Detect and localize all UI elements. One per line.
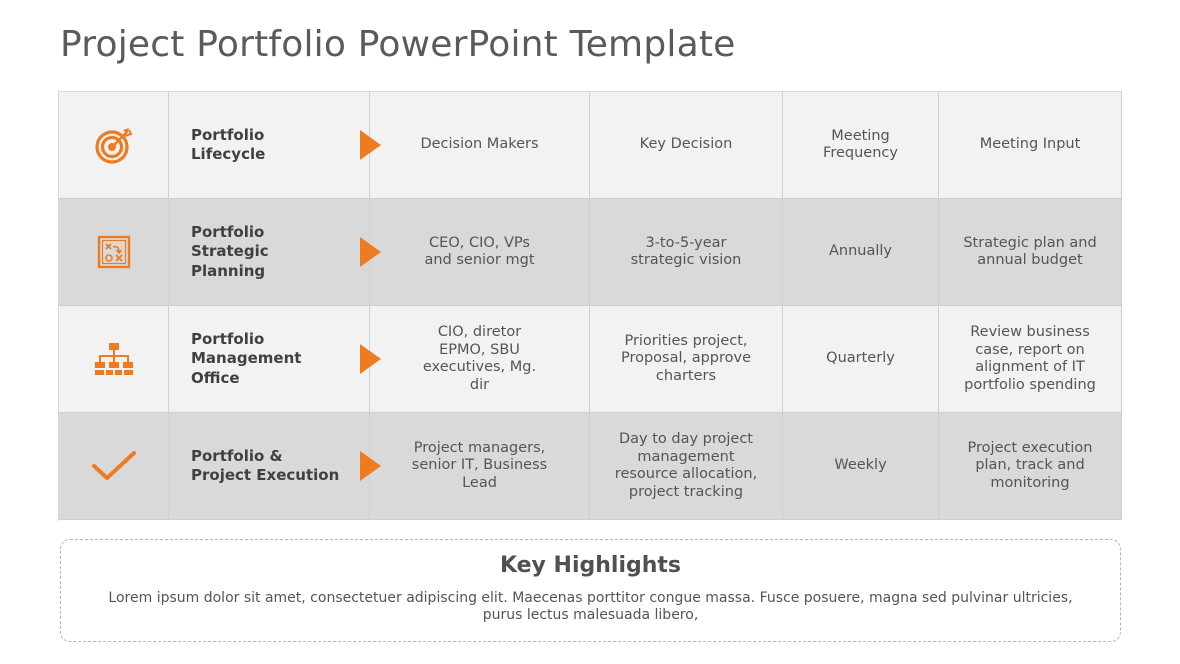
- strategy-plan-icon: [59, 199, 169, 306]
- row-label: Portfolio Lifecycle: [169, 92, 370, 199]
- arrow-right-icon: [360, 237, 381, 267]
- meeting-frequency-cell: Annually: [783, 199, 939, 306]
- key-decision-cell: Priorities project, Proposal, approve charters: [590, 306, 783, 413]
- arrow-right-icon: [360, 130, 381, 160]
- checkmark-icon: [59, 413, 169, 520]
- meeting-input-cell: Review business case, report on alignment of IT portfolio spending: [939, 306, 1122, 413]
- org-chart-icon: [59, 306, 169, 413]
- table-row: [59, 92, 1122, 199]
- table-row: [59, 199, 1122, 306]
- meeting-frequency-cell: Meeting Frequency: [783, 92, 939, 199]
- decision-makers-cell: Decision Makers: [370, 92, 590, 199]
- row-label: Portfolio & Project Execution: [169, 413, 370, 520]
- target-icon: [59, 92, 169, 199]
- key-highlights-box: [60, 539, 1121, 642]
- arrow-right-icon: [360, 344, 381, 374]
- decision-makers-cell: CIO, diretor EPMO, SBU executives, Mg. dir: [370, 306, 590, 413]
- key-decision-cell: 3-to-5-year strategic vision: [590, 199, 783, 306]
- highlights-body: Lorem ipsum dolor sit amet, consectetuer adipiscing elit. Maecenas porttitor congue massa. Fusce posuere, magna sed pulvinar ultricies, purus lectus malesuada libero,: [108, 590, 1073, 623]
- meeting-input-cell: Project execution plan, track and monitoring: [939, 413, 1122, 520]
- key-decision-cell: Day to day project management resource allocation, project tracking: [590, 413, 783, 520]
- meeting-input-cell: Meeting Input: [939, 92, 1122, 199]
- arrow-right-icon: [360, 451, 381, 481]
- decision-makers-cell: Project managers, senior IT, Business Lead: [370, 413, 590, 520]
- row-label: Portfolio Management Office: [169, 306, 370, 413]
- meeting-input-cell: Strategic plan and annual budget: [939, 199, 1122, 306]
- table-row: [59, 413, 1122, 520]
- table-row: [59, 306, 1122, 413]
- meeting-frequency-cell: Quarterly: [783, 306, 939, 413]
- meeting-frequency-cell: Weekly: [783, 413, 939, 520]
- page-title: Project Portfolio PowerPoint Template: [60, 24, 736, 65]
- row-label: Portfolio Strategic Planning: [169, 199, 370, 306]
- portfolio-table: [58, 91, 1122, 521]
- decision-makers-cell: CEO, CIO, VPs and senior mgt: [370, 199, 590, 306]
- highlights-title: Key Highlights: [499, 553, 682, 578]
- key-decision-cell: Key Decision: [590, 92, 783, 199]
